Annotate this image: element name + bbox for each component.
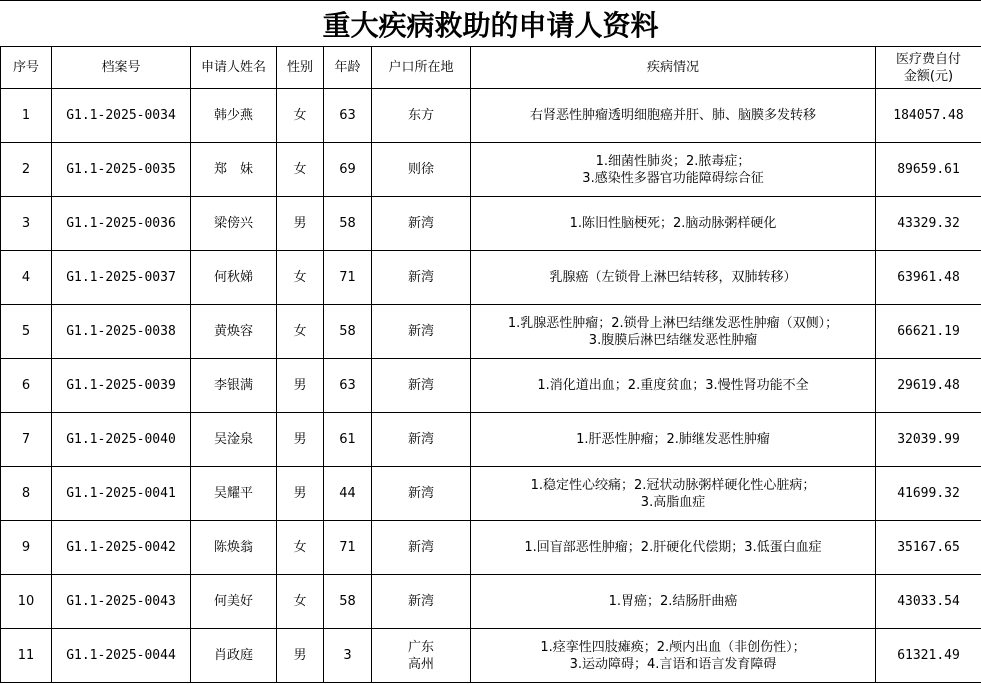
cell-illness bbox=[471, 197, 876, 251]
cell-seq: 3 bbox=[1, 197, 52, 251]
cell-residence-line: 广东 bbox=[407, 639, 434, 655]
table-row bbox=[1, 629, 981, 683]
applicant-table bbox=[0, 46, 981, 683]
cell-age: 63 bbox=[324, 89, 372, 143]
cell-residence bbox=[372, 143, 471, 197]
cell-file-no: G1.1-2025-0044 bbox=[52, 629, 191, 683]
table-row bbox=[1, 251, 981, 305]
cell-residence-line: 新湾 bbox=[407, 324, 434, 339]
cell-residence-line: 新湾 bbox=[407, 378, 434, 393]
cell-file-no: G1.1-2025-0038 bbox=[52, 305, 191, 359]
cell-age: 44 bbox=[324, 467, 372, 521]
cell-residence bbox=[372, 359, 471, 413]
cell-gender: 女 bbox=[277, 575, 324, 629]
cell-residence bbox=[372, 197, 471, 251]
cell-seq: 7 bbox=[1, 413, 52, 467]
cell-file-no: G1.1-2025-0039 bbox=[52, 359, 191, 413]
cell-age: 58 bbox=[324, 197, 372, 251]
cell-age: 61 bbox=[324, 413, 372, 467]
header-illness: 疾病情况 bbox=[471, 47, 876, 89]
cell-name: 何美好 bbox=[191, 575, 277, 629]
cell-illness bbox=[471, 629, 876, 683]
cell-cost: 89659.61 bbox=[876, 143, 981, 197]
table-row bbox=[1, 197, 981, 251]
cell-name: 黄焕容 bbox=[191, 305, 277, 359]
cell-illness bbox=[471, 305, 876, 359]
header-residence: 户口所在地 bbox=[372, 47, 471, 89]
cell-residence bbox=[372, 629, 471, 683]
cell-age: 71 bbox=[324, 251, 372, 305]
cell-gender: 男 bbox=[277, 413, 324, 467]
cell-seq: 6 bbox=[1, 359, 52, 413]
table-row bbox=[1, 305, 981, 359]
cell-illness-line: 1.陈旧性脑梗死；2.脑动脉粥样硬化 bbox=[569, 216, 777, 231]
header-age: 年龄 bbox=[324, 47, 372, 89]
cell-residence-line: 新湾 bbox=[407, 270, 434, 285]
cell-illness-line: 1.痉挛性四肢瘫痪；2.颅内出血（非创伤性）； bbox=[540, 639, 806, 655]
cell-residence bbox=[372, 305, 471, 359]
header-cost bbox=[876, 47, 981, 89]
sheet-title: 重大疾病救助的申请人资料 bbox=[0, 0, 981, 46]
cell-illness bbox=[471, 251, 876, 305]
cell-age: 3 bbox=[324, 629, 372, 683]
cell-file-no: G1.1-2025-0036 bbox=[52, 197, 191, 251]
header-name: 申请人姓名 bbox=[191, 47, 277, 89]
cell-residence bbox=[372, 521, 471, 575]
cell-illness-line: 3.高脂血症 bbox=[640, 494, 706, 510]
cell-name: 肖政庭 bbox=[191, 629, 277, 683]
cell-cost: 61321.49 bbox=[876, 629, 981, 683]
cell-residence bbox=[372, 413, 471, 467]
cell-name: 韩少燕 bbox=[191, 89, 277, 143]
table-row bbox=[1, 143, 981, 197]
cell-seq: 9 bbox=[1, 521, 52, 575]
cell-gender: 女 bbox=[277, 251, 324, 305]
cell-illness bbox=[471, 359, 876, 413]
cell-age: 71 bbox=[324, 521, 372, 575]
cell-gender: 女 bbox=[277, 521, 324, 575]
cell-file-no: G1.1-2025-0043 bbox=[52, 575, 191, 629]
cell-cost: 35167.65 bbox=[876, 521, 981, 575]
header-seq: 序号 bbox=[1, 47, 52, 89]
cell-seq: 5 bbox=[1, 305, 52, 359]
cell-age: 58 bbox=[324, 575, 372, 629]
cell-illness-line: 1.稳定性心绞痛；2.冠状动脉粥样硬化性心脏病； bbox=[530, 477, 816, 493]
cell-file-no: G1.1-2025-0041 bbox=[52, 467, 191, 521]
cell-illness-line: 乳腺癌（左锁骨上淋巴结转移，双肺转移） bbox=[549, 270, 797, 285]
cell-gender: 男 bbox=[277, 197, 324, 251]
cell-illness bbox=[471, 575, 876, 629]
cell-illness bbox=[471, 521, 876, 575]
cell-age: 63 bbox=[324, 359, 372, 413]
cell-residence-line: 高州 bbox=[407, 656, 434, 672]
table-row bbox=[1, 89, 981, 143]
cell-seq: 2 bbox=[1, 143, 52, 197]
cell-residence-line: 新湾 bbox=[407, 540, 434, 555]
cell-cost: 66621.19 bbox=[876, 305, 981, 359]
cell-residence bbox=[372, 467, 471, 521]
cell-residence-line: 新湾 bbox=[407, 486, 434, 501]
cell-illness-line: 1.细菌性肺炎；2.脓毒症； bbox=[595, 153, 751, 169]
cell-seq: 4 bbox=[1, 251, 52, 305]
cell-illness-line: 3.腹膜后淋巴结继发恶性肿瘤 bbox=[588, 332, 758, 348]
cell-illness-line: 1.肝恶性肿瘤；2.肺继发恶性肿瘤 bbox=[576, 432, 770, 447]
cell-gender: 男 bbox=[277, 467, 324, 521]
cell-gender: 女 bbox=[277, 305, 324, 359]
cell-residence-line: 新湾 bbox=[407, 432, 434, 447]
cell-illness-line: 1.消化道出血；2.重度贫血；3.慢性肾功能不全 bbox=[537, 378, 809, 393]
cell-age: 69 bbox=[324, 143, 372, 197]
table-row bbox=[1, 521, 981, 575]
cell-name: 陈焕翁 bbox=[191, 521, 277, 575]
table-row bbox=[1, 467, 981, 521]
cell-file-no: G1.1-2025-0037 bbox=[52, 251, 191, 305]
cell-seq: 8 bbox=[1, 467, 52, 521]
cell-cost: 63961.48 bbox=[876, 251, 981, 305]
header-gender: 性别 bbox=[277, 47, 324, 89]
cell-cost: 184057.48 bbox=[876, 89, 981, 143]
table-row bbox=[1, 575, 981, 629]
cell-residence-line: 东方 bbox=[407, 108, 434, 123]
header-cost-line-1: 医疗费自付 bbox=[895, 51, 961, 67]
cell-cost: 32039.99 bbox=[876, 413, 981, 467]
cell-illness bbox=[471, 89, 876, 143]
cell-gender: 男 bbox=[277, 359, 324, 413]
cell-seq: 1 bbox=[1, 89, 52, 143]
cell-file-no: G1.1-2025-0035 bbox=[52, 143, 191, 197]
cell-illness-line: 1.回盲部恶性肿瘤；2.肝硬化代偿期；3.低蛋白血症 bbox=[524, 540, 822, 555]
table-row bbox=[1, 359, 981, 413]
cell-residence bbox=[372, 575, 471, 629]
cell-residence-line: 新湾 bbox=[407, 594, 434, 609]
table-body bbox=[1, 89, 981, 683]
header-file-no: 档案号 bbox=[52, 47, 191, 89]
cell-name: 吴耀平 bbox=[191, 467, 277, 521]
cell-seq: 10 bbox=[1, 575, 52, 629]
cell-residence bbox=[372, 251, 471, 305]
cell-residence-line: 则徐 bbox=[407, 162, 434, 177]
cell-file-no: G1.1-2025-0034 bbox=[52, 89, 191, 143]
cell-gender: 女 bbox=[277, 143, 324, 197]
cell-residence bbox=[372, 89, 471, 143]
cell-illness-line: 右肾恶性肿瘤透明细胞癌并肝、肺、脑膜多发转移 bbox=[529, 108, 816, 123]
cell-cost: 43329.32 bbox=[876, 197, 981, 251]
cell-name: 李银满 bbox=[191, 359, 277, 413]
cell-illness-line: 1.乳腺恶性肿瘤；2.锁骨上淋巴结继发恶性肿瘤（双侧）； bbox=[507, 315, 839, 331]
cell-name: 郑 妹 bbox=[191, 143, 277, 197]
cell-cost: 43033.54 bbox=[876, 575, 981, 629]
cell-illness bbox=[471, 143, 876, 197]
cell-illness-line: 3.运动障碍；4.言语和语言发育障碍 bbox=[569, 656, 777, 672]
cell-name: 何秋娣 bbox=[191, 251, 277, 305]
cell-name: 梁傍兴 bbox=[191, 197, 277, 251]
header-cost-line-2: 金额(元) bbox=[903, 68, 954, 84]
cell-illness bbox=[471, 467, 876, 521]
cell-file-no: G1.1-2025-0040 bbox=[52, 413, 191, 467]
cell-gender: 男 bbox=[277, 629, 324, 683]
cell-name: 吴淦泉 bbox=[191, 413, 277, 467]
cell-illness-line: 3.感染性多器官功能障碍综合征 bbox=[582, 170, 764, 186]
cell-illness-line: 1.胃癌；2.结肠肝曲癌 bbox=[608, 594, 738, 609]
cell-age: 58 bbox=[324, 305, 372, 359]
table-row bbox=[1, 413, 981, 467]
cell-cost: 29619.48 bbox=[876, 359, 981, 413]
cell-illness bbox=[471, 413, 876, 467]
header-row bbox=[1, 47, 981, 89]
cell-seq: 11 bbox=[1, 629, 52, 683]
cell-gender: 女 bbox=[277, 89, 324, 143]
cell-file-no: G1.1-2025-0042 bbox=[52, 521, 191, 575]
cell-residence-line: 新湾 bbox=[407, 216, 434, 231]
cell-cost: 41699.32 bbox=[876, 467, 981, 521]
